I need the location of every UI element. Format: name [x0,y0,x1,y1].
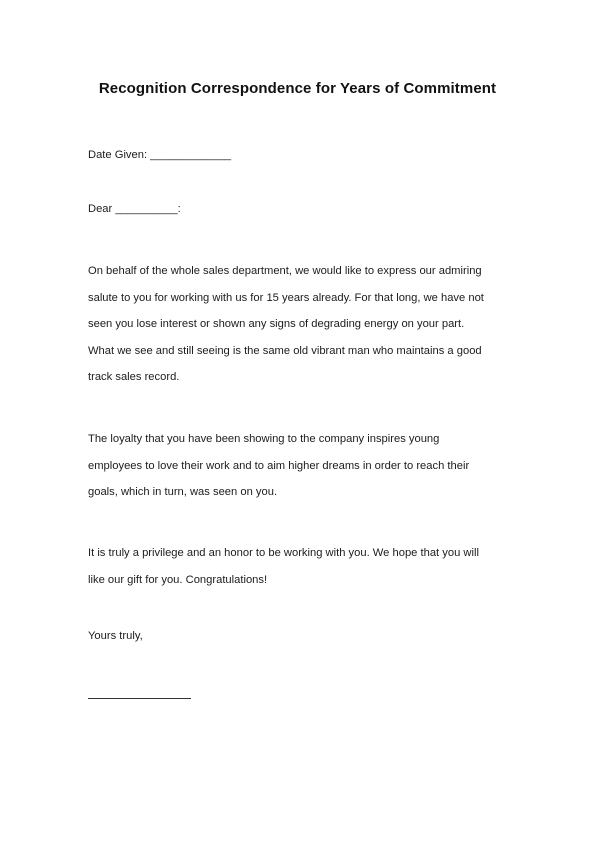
paragraph-line: like our gift for you. Congratulations! [88,573,268,586]
paragraph-line: On behalf of the whole sales department, we would like to express our admiring [88,265,482,277]
paragraph-line: It is truly a privilege and an honor to be working with you. We hope that you will [88,547,479,559]
paragraph-line: salute to you for working with us for 15 years already. For that long, we have not [88,291,484,304]
paragraph-line: employees to love their work and to aim higher dreams in order to reach their [88,459,470,472]
paragraph-line: seen you lose interest or shown any signs of degrading energy on your part. [88,318,465,330]
paragraph-line: The loyalty that you have been showing to the company inspires young [88,433,440,445]
salutation: Dear __________: [88,203,181,215]
paragraph-3 [88,546,528,599]
document-title: Recognition Correspondence for Years of Commitment [98,80,497,97]
paragraph-line: What we see and still seeing is the same old vibrant man who maintains a good [88,344,482,357]
paragraph-2 [88,432,528,512]
paragraph-1 [88,264,528,397]
date-given-line: Date Given: _____________ [88,149,232,161]
paragraph-line: goals, which in turn, was seen on you. [88,486,278,498]
paragraph-line: track sales record. [88,371,180,383]
signature-line [88,698,191,699]
closing: Yours truly, [88,630,143,642]
